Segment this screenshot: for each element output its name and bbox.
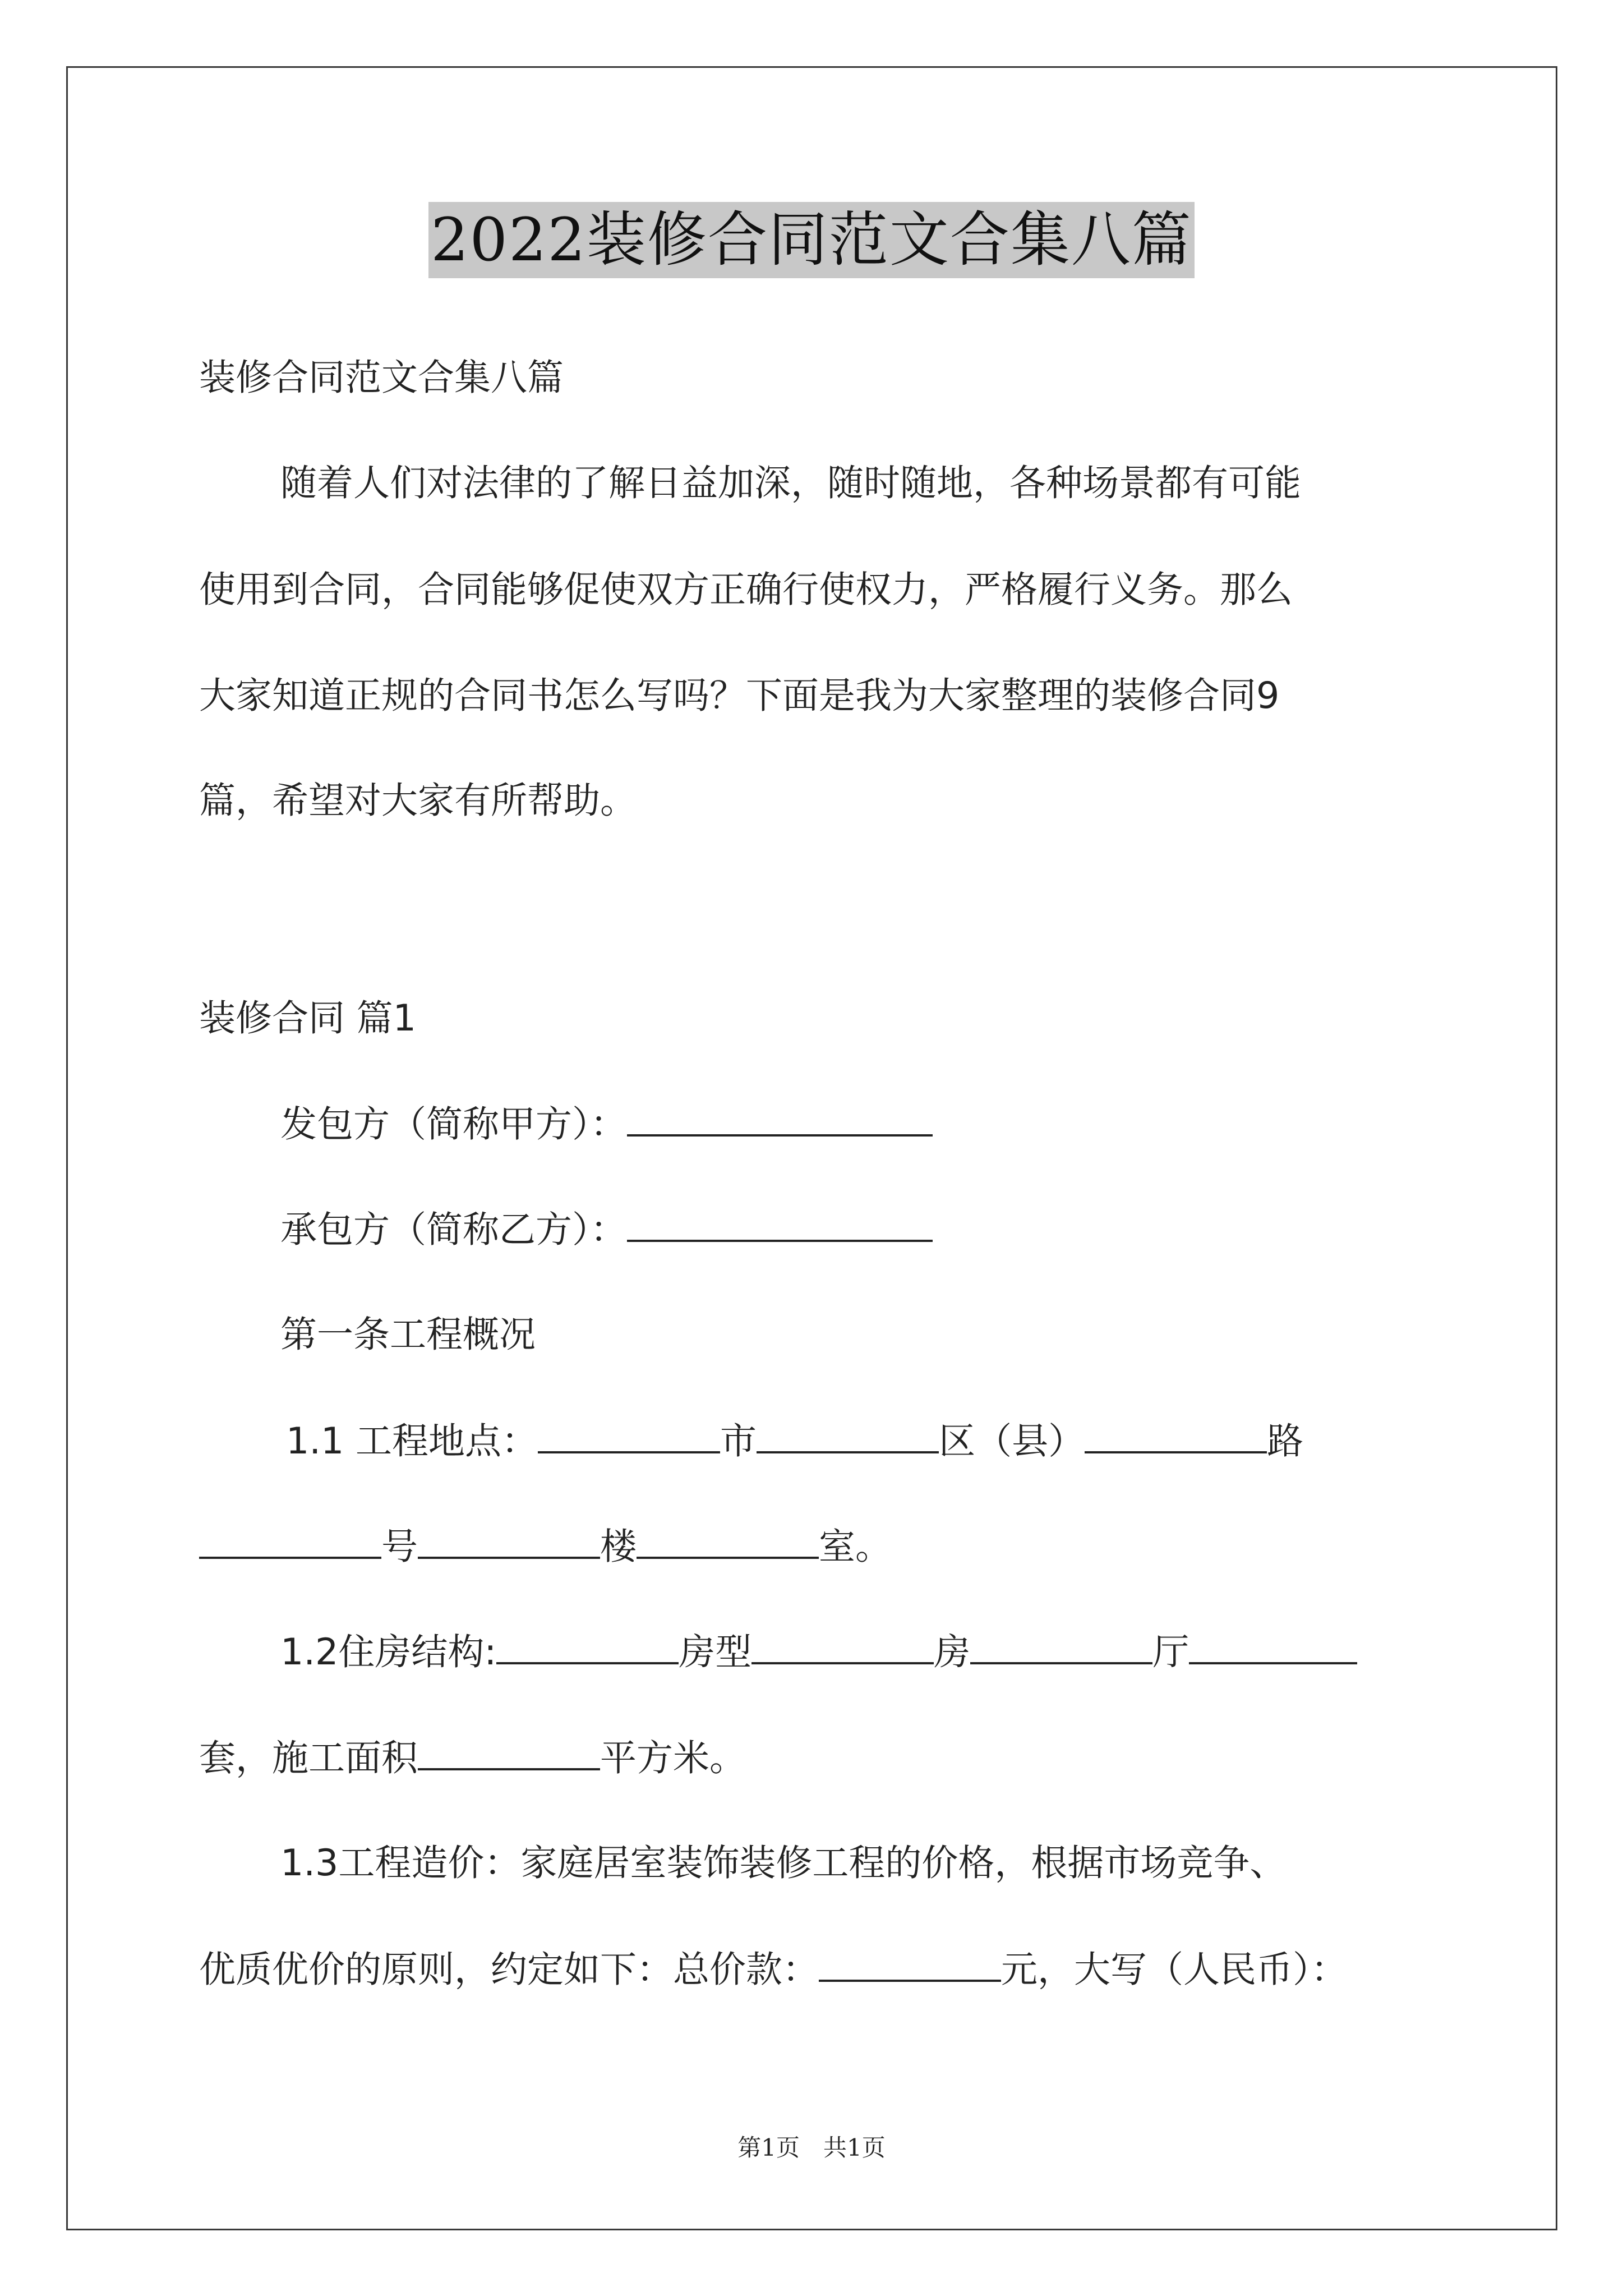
room-label: 室。 — [819, 1526, 892, 1568]
party-a-label: 发包方（简称甲方）： — [280, 1103, 627, 1145]
price-unit-label: 元，大写（人民币）： — [1001, 1949, 1348, 1991]
item-1-2-line — [280, 1627, 1514, 1677]
district-label: 区（县） — [939, 1420, 1085, 1462]
subtitle: 装修合同范文合集八篇 — [199, 357, 564, 399]
item-1-3-line: 1.3工程造价：家庭居室装饰装修工程的价格，根据市场竞争、 — [280, 1842, 1287, 1884]
party-a-blank[interactable] — [627, 1099, 933, 1137]
building-blank[interactable] — [418, 1522, 600, 1559]
page-footer: 第1页 共1页 — [737, 2134, 886, 2161]
title-container — [0, 202, 1623, 278]
area-blank[interactable] — [418, 1733, 600, 1770]
item-1-1-line — [286, 1416, 1520, 1466]
intro-line-1: 随着人们对法律的了解日益加深，随时随地，各种场景都有可能 — [280, 462, 1302, 504]
article-1-heading: 第一条工程概况 — [280, 1314, 536, 1356]
party-b-blank[interactable] — [627, 1205, 933, 1242]
number-label: 号 — [381, 1526, 418, 1568]
document-title: 2022装修合同范文合集八篇 — [428, 202, 1195, 278]
intro-line-4: 篇，希望对大家有所帮助。 — [199, 780, 637, 822]
sqm-label: 平方米。 — [600, 1737, 746, 1779]
structure-blank[interactable] — [496, 1627, 679, 1664]
road-blank[interactable] — [1085, 1416, 1267, 1453]
road-label: 路 — [1267, 1420, 1304, 1462]
rooms-label: 房 — [934, 1631, 971, 1673]
number-blank[interactable] — [199, 1522, 381, 1559]
city-blank[interactable] — [538, 1416, 720, 1453]
party-a-line — [280, 1099, 1514, 1149]
location-label: 1.1 工程地点： — [286, 1420, 538, 1462]
halls-blank[interactable] — [1189, 1627, 1357, 1664]
suite-label: 套，施工面积 — [199, 1737, 418, 1779]
item-1-2-line-2 — [199, 1733, 1433, 1783]
item-1-1-line-2 — [199, 1522, 1433, 1572]
type-label: 房型 — [679, 1631, 752, 1673]
party-b-label: 承包方（简称乙方）： — [280, 1209, 627, 1251]
intro-line-3: 大家知道正规的合同书怎么写吗？下面是我为大家整理的装修合同9 — [199, 675, 1280, 717]
district-blank[interactable] — [757, 1416, 939, 1453]
structure-label: 1.2住房结构: — [280, 1631, 497, 1673]
room-blank[interactable] — [637, 1522, 819, 1559]
price-label: 优质优价的原则，约定如下：总价款： — [199, 1949, 819, 1991]
type-blank[interactable] — [751, 1627, 934, 1664]
party-b-line — [280, 1205, 1514, 1255]
section-heading: 装修合同 篇1 — [199, 997, 417, 1039]
rooms-blank[interactable] — [970, 1627, 1152, 1664]
price-blank[interactable] — [819, 1945, 1001, 1982]
halls-label: 厅 — [1152, 1631, 1189, 1673]
building-label: 楼 — [600, 1526, 637, 1568]
item-1-3-line-2 — [199, 1945, 1433, 1995]
intro-line-2: 使用到合同，合同能够促使双方正确行使权力，严格履行义务。那么 — [199, 569, 1293, 611]
city-label: 市 — [720, 1420, 757, 1462]
